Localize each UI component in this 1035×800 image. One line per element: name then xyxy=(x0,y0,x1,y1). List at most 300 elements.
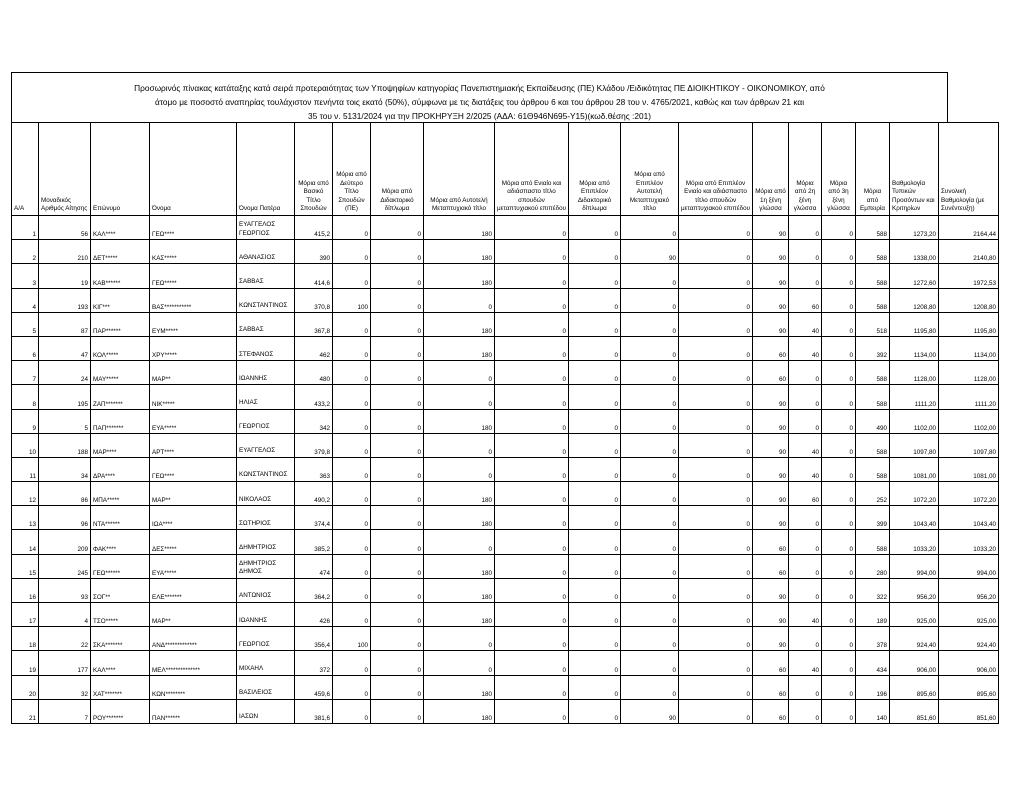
cell-integrated-masters-points: 0 xyxy=(495,554,569,578)
cell-language3-points: 0 xyxy=(822,530,856,554)
cell-father-name: ΕΥΑΓΓΕΛΟΣ ΓΕΩΡΓΙΟΣ xyxy=(237,216,295,240)
table-row xyxy=(12,264,999,288)
cell-language2-points: 40 xyxy=(789,457,822,481)
cell-integrated-masters-points: 0 xyxy=(495,603,569,627)
cell-integrated-masters-points: 0 xyxy=(495,482,569,506)
cell-father-name: ΔΗΜΗΤΡΙΟΣ ΔΗΜΟΣ xyxy=(237,554,295,578)
cell-first-name: ΕΥΑ***** xyxy=(150,409,237,433)
cell-masters-points: 180 xyxy=(424,312,495,336)
cell-masters-points: 0 xyxy=(424,385,495,409)
cell-language1-points: 90 xyxy=(753,433,789,457)
cell-second-degree-points: 0 xyxy=(333,385,371,409)
cell-total-score: 924,40 xyxy=(939,627,999,651)
cell-phd-points: 0 xyxy=(371,457,424,481)
cell-surname: ΠΑΠ******* xyxy=(91,409,150,433)
cell-phd-points: 0 xyxy=(371,216,424,240)
cell-phd-points: 0 xyxy=(371,603,424,627)
cell-language1-points: 90 xyxy=(753,264,789,288)
cell-first-name: ΕΛΕ******* xyxy=(150,578,237,602)
cell-aa: 18 xyxy=(12,627,39,651)
cell-surname: ΓΕΩ****** xyxy=(91,554,150,578)
cell-surname: ΔΕΤ***** xyxy=(91,240,150,264)
cell-extra-masters-points: 0 xyxy=(621,482,679,506)
cell-masters-points: 180 xyxy=(424,336,495,360)
cell-first-name: ΜΑΡ** xyxy=(150,482,237,506)
cell-language3-points: 0 xyxy=(822,312,856,336)
cell-father-name: ΕΥΑΓΓΕΛΟΣ xyxy=(237,433,295,457)
cell-phd-points: 0 xyxy=(371,264,424,288)
cell-aa: 6 xyxy=(12,336,39,360)
cell-phd-points: 0 xyxy=(371,385,424,409)
cell-masters-points: 180 xyxy=(424,578,495,602)
cell-phd-points: 0 xyxy=(371,336,424,360)
cell-integrated-masters-points: 0 xyxy=(495,433,569,457)
cell-second-degree-points: 0 xyxy=(333,530,371,554)
header-extra-masters-points: Μόρια από Επιπλέον Αυτοτελή Μεταπτυχιακό τίτλο xyxy=(621,123,679,216)
cell-qualifications-score: 1043,40 xyxy=(890,506,939,530)
cell-experience-points: 588 xyxy=(856,385,890,409)
cell-language3-points: 0 xyxy=(822,240,856,264)
cell-extra-phd-points: 0 xyxy=(569,240,621,264)
cell-second-degree-points: 0 xyxy=(333,506,371,530)
cell-language1-points: 90 xyxy=(753,240,789,264)
cell-total-score: 895,60 xyxy=(939,675,999,699)
cell-qualifications-score: 1273,20 xyxy=(890,216,939,240)
cell-phd-points: 0 xyxy=(371,506,424,530)
header-total-score: Συνολική Βαθμολογία (με Συνέντευξη) xyxy=(939,123,999,216)
cell-masters-points: 180 xyxy=(424,506,495,530)
cell-language2-points: 0 xyxy=(789,554,822,578)
cell-surname: ΔΡΑ**** xyxy=(91,457,150,481)
cell-first-name: ΕΥΜ***** xyxy=(150,312,237,336)
cell-basic-degree-points: 364,2 xyxy=(295,578,333,602)
cell-language3-points: 0 xyxy=(822,336,856,360)
cell-extra-integrated-masters-points: 0 xyxy=(679,312,753,336)
table-row xyxy=(12,409,999,433)
cell-second-degree-points: 100 xyxy=(333,288,371,312)
header-integrated-masters-points: Μόρια από Ενιαίο και αδιάσπαστο τίτλο σπουδών μεταπτυχιακού επιπέδου xyxy=(495,123,569,216)
cell-language1-points: 90 xyxy=(753,457,789,481)
cell-basic-degree-points: 367,8 xyxy=(295,312,333,336)
cell-phd-points: 0 xyxy=(371,240,424,264)
cell-extra-masters-points: 0 xyxy=(621,506,679,530)
cell-language3-points: 0 xyxy=(822,482,856,506)
cell-second-degree-points: 100 xyxy=(333,627,371,651)
cell-language1-points: 60 xyxy=(753,554,789,578)
table-row xyxy=(12,482,999,506)
cell-language1-points: 60 xyxy=(753,361,789,385)
cell-father-name: ΜΙΧΑΗΛ xyxy=(237,651,295,675)
cell-extra-integrated-masters-points: 0 xyxy=(679,554,753,578)
cell-experience-points: 588 xyxy=(856,433,890,457)
cell-language2-points: 0 xyxy=(789,240,822,264)
cell-application-number: 47 xyxy=(39,336,91,360)
cell-language2-points: 0 xyxy=(789,578,822,602)
cell-language3-points: 0 xyxy=(822,603,856,627)
cell-first-name: ΠΑΝ****** xyxy=(150,699,237,723)
cell-second-degree-points: 0 xyxy=(333,312,371,336)
cell-qualifications-score: 1338,00 xyxy=(890,240,939,264)
header-language1-points: Μόρια από 1η ξένη γλώσσα xyxy=(753,123,789,216)
cell-extra-masters-points: 0 xyxy=(621,603,679,627)
cell-father-name: ΣΑΒΒΑΣ xyxy=(237,312,295,336)
cell-language1-points: 90 xyxy=(753,409,789,433)
cell-language2-points: 60 xyxy=(789,288,822,312)
cell-basic-degree-points: 385,2 xyxy=(295,530,333,554)
cell-masters-points: 180 xyxy=(424,409,495,433)
cell-integrated-masters-points: 0 xyxy=(495,361,569,385)
cell-integrated-masters-points: 0 xyxy=(495,312,569,336)
cell-extra-integrated-masters-points: 0 xyxy=(679,699,753,723)
cell-experience-points: 378 xyxy=(856,627,890,651)
header-father-name: Όνομα Πατέρα xyxy=(237,123,295,216)
cell-experience-points: 490 xyxy=(856,409,890,433)
cell-integrated-masters-points: 0 xyxy=(495,385,569,409)
cell-language2-points: 0 xyxy=(789,699,822,723)
cell-qualifications-score: 925,00 xyxy=(890,603,939,627)
header-language3-points: Μόρια από 3η ξένη γλώσσα xyxy=(822,123,856,216)
cell-qualifications-score: 1111,20 xyxy=(890,385,939,409)
cell-masters-points: 180 xyxy=(424,699,495,723)
cell-application-number: 32 xyxy=(39,675,91,699)
cell-first-name: ΓΕΩ**** xyxy=(150,457,237,481)
cell-second-degree-points: 0 xyxy=(333,433,371,457)
cell-experience-points: 518 xyxy=(856,312,890,336)
cell-language2-points: 40 xyxy=(789,603,822,627)
cell-extra-phd-points: 0 xyxy=(569,361,621,385)
cell-language2-points: 40 xyxy=(789,312,822,336)
cell-integrated-masters-points: 0 xyxy=(495,336,569,360)
cell-second-degree-points: 0 xyxy=(333,409,371,433)
cell-masters-points: 0 xyxy=(424,627,495,651)
cell-extra-phd-points: 0 xyxy=(569,651,621,675)
cell-surname: ΚΑΛ**** xyxy=(91,216,150,240)
cell-language2-points: 0 xyxy=(789,675,822,699)
cell-aa: 15 xyxy=(12,554,39,578)
cell-experience-points: 196 xyxy=(856,675,890,699)
cell-basic-degree-points: 363 xyxy=(295,457,333,481)
cell-basic-degree-points: 459,6 xyxy=(295,675,333,699)
cell-language2-points: 0 xyxy=(789,506,822,530)
cell-language3-points: 0 xyxy=(822,506,856,530)
header-aa: Α/Α xyxy=(12,123,39,216)
cell-basic-degree-points: 374,4 xyxy=(295,506,333,530)
cell-first-name: ΜΕΛ************** xyxy=(150,651,237,675)
cell-extra-integrated-masters-points: 0 xyxy=(679,433,753,457)
cell-basic-degree-points: 415,2 xyxy=(295,216,333,240)
cell-application-number: 177 xyxy=(39,651,91,675)
cell-extra-integrated-masters-points: 0 xyxy=(679,264,753,288)
cell-language1-points: 90 xyxy=(753,627,789,651)
cell-second-degree-points: 0 xyxy=(333,361,371,385)
cell-qualifications-score: 1272,60 xyxy=(890,264,939,288)
title-line-2: άτομο με ποσοστό αναπηρίας τουλάχιστον πενήντα τοις εκατό (50%), σύμφωνα με τις διατάξεις του άρθρου 6 και του άρθρου 28 του ν. 4765/2021, καθώς και των άρθρων 21 και xyxy=(154,97,805,107)
cell-father-name: ΣΑΒΒΑΣ xyxy=(237,264,295,288)
cell-first-name: ΔΕΣ***** xyxy=(150,530,237,554)
cell-experience-points: 399 xyxy=(856,506,890,530)
cell-second-degree-points: 0 xyxy=(333,240,371,264)
cell-language1-points: 90 xyxy=(753,216,789,240)
cell-masters-points: 180 xyxy=(424,240,495,264)
cell-extra-phd-points: 0 xyxy=(569,409,621,433)
cell-aa: 16 xyxy=(12,578,39,602)
cell-phd-points: 0 xyxy=(371,699,424,723)
cell-application-number: 87 xyxy=(39,312,91,336)
cell-father-name: ΙΑΣΩΝ xyxy=(237,699,295,723)
cell-application-number: 86 xyxy=(39,482,91,506)
cell-experience-points: 588 xyxy=(856,264,890,288)
cell-first-name: ΚΩΝ******** xyxy=(150,675,237,699)
cell-total-score: 994,00 xyxy=(939,554,999,578)
cell-application-number: 24 xyxy=(39,361,91,385)
cell-surname: ΤΣΟ***** xyxy=(91,603,150,627)
cell-phd-points: 0 xyxy=(371,433,424,457)
cell-phd-points: 0 xyxy=(371,578,424,602)
cell-language1-points: 90 xyxy=(753,482,789,506)
header-second-degree-points: Μόρια από Δεύτερο Τίτλο Σπουδών (ΠΕ) xyxy=(333,123,371,216)
cell-language2-points: 0 xyxy=(789,409,822,433)
cell-father-name: ΝΙΚΟΛΑΟΣ xyxy=(237,482,295,506)
cell-phd-points: 0 xyxy=(371,554,424,578)
table-row xyxy=(12,578,999,602)
cell-first-name: ΝΙΚ***** xyxy=(150,385,237,409)
cell-extra-phd-points: 0 xyxy=(569,264,621,288)
cell-first-name: ΧΡΥ***** xyxy=(150,336,237,360)
cell-aa: 7 xyxy=(12,361,39,385)
cell-surname: ΖΑΠ******* xyxy=(91,385,150,409)
cell-second-degree-points: 0 xyxy=(333,651,371,675)
cell-basic-degree-points: 433,2 xyxy=(295,385,333,409)
cell-father-name: ΓΕΩΡΓΙΟΣ xyxy=(237,627,295,651)
cell-integrated-masters-points: 0 xyxy=(495,288,569,312)
header-qualifications-score: Βαθμολογία Τυπικών Προσόντων και Κριτηρίων xyxy=(890,123,939,216)
table-row xyxy=(12,554,999,578)
cell-integrated-masters-points: 0 xyxy=(495,506,569,530)
cell-qualifications-score: 851,60 xyxy=(890,699,939,723)
cell-integrated-masters-points: 0 xyxy=(495,264,569,288)
cell-masters-points: 180 xyxy=(424,603,495,627)
cell-extra-masters-points: 0 xyxy=(621,433,679,457)
cell-total-score: 906,00 xyxy=(939,651,999,675)
cell-integrated-masters-points: 0 xyxy=(495,675,569,699)
cell-basic-degree-points: 390 xyxy=(295,240,333,264)
cell-masters-points: 0 xyxy=(424,361,495,385)
cell-surname: ΣΚΑ******* xyxy=(91,627,150,651)
cell-father-name: ΙΩΑΝΝΗΣ xyxy=(237,361,295,385)
cell-extra-phd-points: 0 xyxy=(569,506,621,530)
cell-surname: ΜΑΥ***** xyxy=(91,361,150,385)
cell-extra-integrated-masters-points: 0 xyxy=(679,482,753,506)
table-row xyxy=(12,433,999,457)
title-line-1: Προσωρινός πίνακας κατάταξης κατά σειρά προτεραιότητας των Υποψηφίων κατηγορίας Πανεπιστημιακής Εκπαίδευσης (ΠΕ) Κλάδου /Ειδικότητας ΠΕ ΔΙΟΙΚΗΤΙΚΟΥ - ΟΙΚΟΝΟΜΙΚΟΥ, από xyxy=(134,83,825,93)
cell-father-name: ΣΩΤΗΡΙΟΣ xyxy=(237,506,295,530)
cell-language3-points: 0 xyxy=(822,457,856,481)
cell-basic-degree-points: 370,8 xyxy=(295,288,333,312)
cell-masters-points: 180 xyxy=(424,264,495,288)
cell-extra-integrated-masters-points: 0 xyxy=(679,675,753,699)
cell-surname: ΜΑΡ**** xyxy=(91,433,150,457)
cell-extra-phd-points: 0 xyxy=(569,603,621,627)
cell-father-name: ΑΘΑΝΑΣΙΟΣ xyxy=(237,240,295,264)
cell-aa: 9 xyxy=(12,409,39,433)
cell-second-degree-points: 0 xyxy=(333,675,371,699)
cell-language1-points: 60 xyxy=(753,336,789,360)
cell-qualifications-score: 1072,20 xyxy=(890,482,939,506)
cell-extra-integrated-masters-points: 0 xyxy=(679,409,753,433)
cell-phd-points: 0 xyxy=(371,312,424,336)
cell-aa: 14 xyxy=(12,530,39,554)
cell-total-score: 1972,53 xyxy=(939,264,999,288)
cell-phd-points: 0 xyxy=(371,288,424,312)
cell-extra-phd-points: 0 xyxy=(569,675,621,699)
cell-second-degree-points: 0 xyxy=(333,578,371,602)
cell-first-name: ΜΑΡ** xyxy=(150,603,237,627)
cell-basic-degree-points: 414,6 xyxy=(295,264,333,288)
cell-language3-points: 0 xyxy=(822,216,856,240)
cell-extra-integrated-masters-points: 0 xyxy=(679,627,753,651)
cell-application-number: 209 xyxy=(39,530,91,554)
cell-total-score: 1081,00 xyxy=(939,457,999,481)
cell-extra-phd-points: 0 xyxy=(569,627,621,651)
cell-experience-points: 392 xyxy=(856,336,890,360)
cell-basic-degree-points: 490,2 xyxy=(295,482,333,506)
cell-language3-points: 0 xyxy=(822,651,856,675)
cell-extra-masters-points: 0 xyxy=(621,554,679,578)
cell-extra-integrated-masters-points: 0 xyxy=(679,361,753,385)
cell-extra-masters-points: 90 xyxy=(621,699,679,723)
cell-qualifications-score: 895,60 xyxy=(890,675,939,699)
cell-language2-points: 0 xyxy=(789,264,822,288)
cell-aa: 10 xyxy=(12,433,39,457)
header-first-name: Όνομα xyxy=(150,123,237,216)
cell-total-score: 1195,80 xyxy=(939,312,999,336)
cell-language1-points: 90 xyxy=(753,312,789,336)
header-phd-points: Μόρια από Διδακτορικό δίπλωμα xyxy=(371,123,424,216)
cell-application-number: 22 xyxy=(39,627,91,651)
cell-total-score: 851,60 xyxy=(939,699,999,723)
cell-qualifications-score: 956,20 xyxy=(890,578,939,602)
cell-language3-points: 0 xyxy=(822,409,856,433)
cell-second-degree-points: 0 xyxy=(333,336,371,360)
cell-extra-integrated-masters-points: 0 xyxy=(679,578,753,602)
cell-extra-masters-points: 0 xyxy=(621,651,679,675)
table-row xyxy=(12,336,999,360)
ranking-table xyxy=(11,122,999,724)
cell-application-number: 7 xyxy=(39,699,91,723)
cell-second-degree-points: 0 xyxy=(333,457,371,481)
cell-second-degree-points: 0 xyxy=(333,699,371,723)
cell-extra-masters-points: 0 xyxy=(621,312,679,336)
cell-extra-masters-points: 0 xyxy=(621,385,679,409)
cell-experience-points: 322 xyxy=(856,578,890,602)
cell-phd-points: 0 xyxy=(371,675,424,699)
cell-experience-points: 434 xyxy=(856,651,890,675)
cell-father-name: ΣΤΕΦΑΝΟΣ xyxy=(237,336,295,360)
cell-surname: ΚΑΛ**** xyxy=(91,651,150,675)
cell-father-name: ΒΑΣΙΛΕΙΟΣ xyxy=(237,675,295,699)
cell-language3-points: 0 xyxy=(822,264,856,288)
cell-total-score: 956,20 xyxy=(939,578,999,602)
cell-masters-points: 180 xyxy=(424,675,495,699)
cell-qualifications-score: 1033,20 xyxy=(890,530,939,554)
cell-phd-points: 0 xyxy=(371,651,424,675)
cell-extra-integrated-masters-points: 0 xyxy=(679,385,753,409)
table-row xyxy=(12,312,999,336)
cell-integrated-masters-points: 0 xyxy=(495,240,569,264)
cell-experience-points: 280 xyxy=(856,554,890,578)
cell-aa: 11 xyxy=(12,457,39,481)
cell-extra-integrated-masters-points: 0 xyxy=(679,457,753,481)
cell-integrated-masters-points: 0 xyxy=(495,216,569,240)
cell-extra-phd-points: 0 xyxy=(569,385,621,409)
table-row xyxy=(12,216,999,240)
cell-second-degree-points: 0 xyxy=(333,216,371,240)
cell-language2-points: 0 xyxy=(789,385,822,409)
header-language2-points: Μόρια από 2η ξένη γλώσσα xyxy=(789,123,822,216)
cell-integrated-masters-points: 0 xyxy=(495,578,569,602)
cell-extra-integrated-masters-points: 0 xyxy=(679,288,753,312)
cell-total-score: 1111,20 xyxy=(939,385,999,409)
cell-language3-points: 0 xyxy=(822,433,856,457)
cell-application-number: 245 xyxy=(39,554,91,578)
cell-aa: 4 xyxy=(12,288,39,312)
cell-surname: ΦΑΚ**** xyxy=(91,530,150,554)
cell-language2-points: 0 xyxy=(789,627,822,651)
cell-qualifications-score: 906,00 xyxy=(890,651,939,675)
cell-qualifications-score: 1102,00 xyxy=(890,409,939,433)
cell-aa: 3 xyxy=(12,264,39,288)
cell-masters-points: 0 xyxy=(424,457,495,481)
cell-second-degree-points: 0 xyxy=(333,554,371,578)
cell-total-score: 1043,40 xyxy=(939,506,999,530)
cell-father-name: ΓΕΩΡΓΙΟΣ xyxy=(237,409,295,433)
cell-masters-points: 180 xyxy=(424,216,495,240)
cell-application-number: 4 xyxy=(39,603,91,627)
cell-extra-phd-points: 0 xyxy=(569,482,621,506)
cell-application-number: 195 xyxy=(39,385,91,409)
cell-extra-phd-points: 0 xyxy=(569,554,621,578)
cell-integrated-masters-points: 0 xyxy=(495,530,569,554)
table-row xyxy=(12,361,999,385)
cell-language3-points: 0 xyxy=(822,627,856,651)
cell-application-number: 19 xyxy=(39,264,91,288)
cell-aa: 13 xyxy=(12,506,39,530)
cell-extra-phd-points: 0 xyxy=(569,530,621,554)
cell-qualifications-score: 924,40 xyxy=(890,627,939,651)
cell-first-name: ΓΕΩ**** xyxy=(150,216,237,240)
cell-language1-points: 90 xyxy=(753,603,789,627)
cell-basic-degree-points: 462 xyxy=(295,336,333,360)
cell-extra-phd-points: 0 xyxy=(569,578,621,602)
cell-extra-masters-points: 0 xyxy=(621,627,679,651)
table-row xyxy=(12,651,999,675)
cell-application-number: 5 xyxy=(39,409,91,433)
table-body xyxy=(12,216,999,724)
cell-extra-phd-points: 0 xyxy=(569,699,621,723)
cell-extra-masters-points: 0 xyxy=(621,216,679,240)
cell-language2-points: 0 xyxy=(789,361,822,385)
cell-language3-points: 0 xyxy=(822,385,856,409)
cell-first-name: ΑΝΔ************* xyxy=(150,627,237,651)
cell-extra-phd-points: 0 xyxy=(569,216,621,240)
cell-experience-points: 588 xyxy=(856,361,890,385)
cell-integrated-masters-points: 0 xyxy=(495,457,569,481)
cell-language3-points: 0 xyxy=(822,578,856,602)
cell-extra-masters-points: 0 xyxy=(621,288,679,312)
cell-language3-points: 0 xyxy=(822,361,856,385)
table-row xyxy=(12,699,999,723)
cell-language1-points: 60 xyxy=(753,651,789,675)
